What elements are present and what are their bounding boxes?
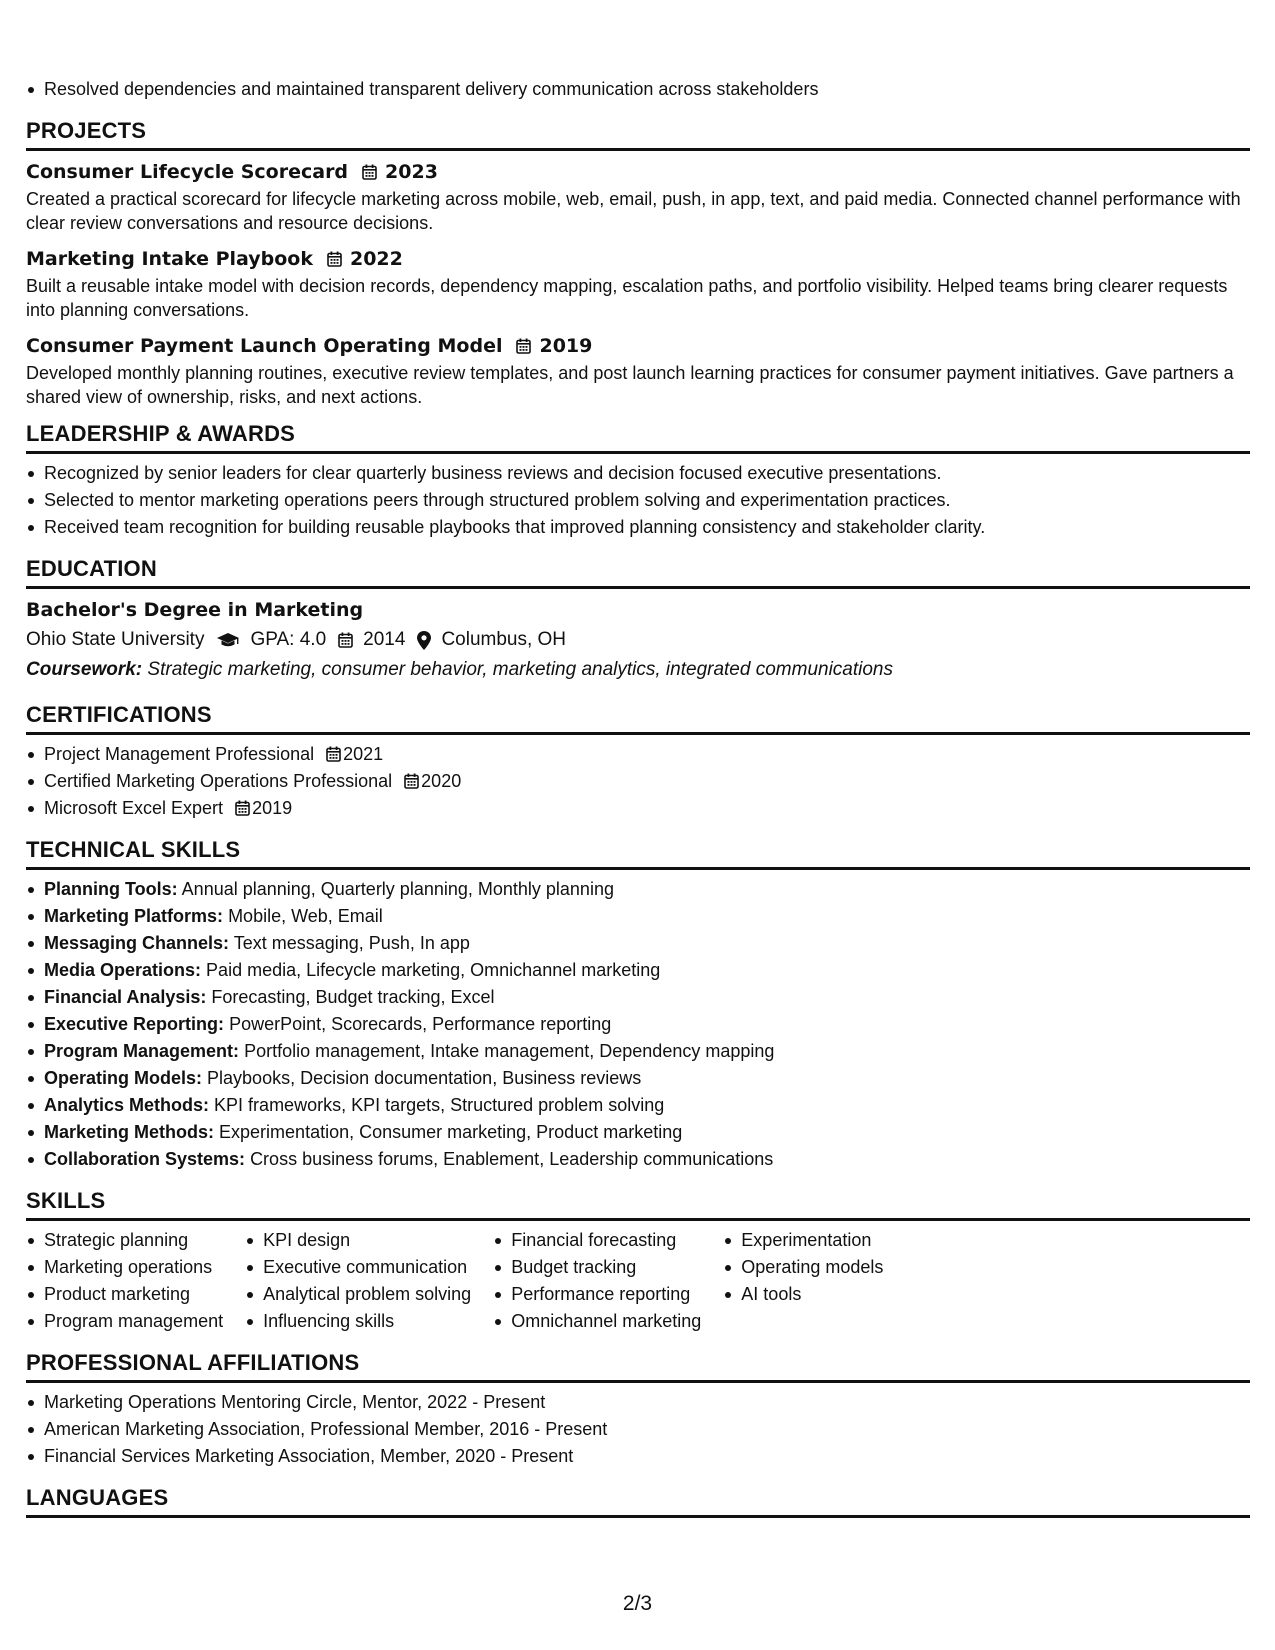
skills-grid xyxy=(26,1227,1250,1335)
skill-item: Analytical problem solving xyxy=(263,1281,471,1308)
technical-skill-item xyxy=(44,930,1250,957)
technical-skill-item xyxy=(44,1065,1250,1092)
affiliation-item: Financial Services Marketing Association, Member, 2020 - Present xyxy=(44,1443,1250,1470)
calendar-icon xyxy=(362,164,377,180)
skill-item: Performance reporting xyxy=(511,1281,701,1308)
skills-column xyxy=(245,1227,471,1335)
skill-values: Cross business forums, Enablement, Leadership communications xyxy=(250,1149,774,1169)
certification-name: Certified Marketing Operations Professional xyxy=(44,771,393,791)
skill-category: Financial Analysis: xyxy=(44,987,207,1007)
skill-item: Influencing skills xyxy=(263,1308,471,1335)
technical-skill-item xyxy=(44,957,1250,984)
skill-category: Analytics Methods: xyxy=(44,1095,210,1115)
leadership-item: Received team recognition for building reusable playbooks that improved planning consistency and stakeholder clarity. xyxy=(44,514,1250,541)
section-title-skills: SKILLS xyxy=(26,1187,1250,1221)
technical-skill-item xyxy=(44,1119,1250,1146)
experience-bullet: Resolved dependencies and maintained transparent delivery communication across stakeholders xyxy=(44,76,1250,103)
skills-column xyxy=(723,1227,883,1335)
project-year: 2023 xyxy=(385,161,438,183)
graduation-cap-icon xyxy=(216,632,240,648)
graduation-year: 2014 xyxy=(363,629,406,650)
resume-page xyxy=(26,76,1250,1524)
skill-item: Financial forecasting xyxy=(511,1227,701,1254)
affiliations-section xyxy=(26,1349,1250,1470)
project-description: Developed monthly planning routines, executive review templates, and post launch learning practices for consumer payment initiatives. Gave partners a shared view of ownership, risks, and next actions. xyxy=(26,363,1234,407)
technical-skill-item xyxy=(44,903,1250,930)
skill-item: Program management xyxy=(44,1308,223,1335)
skill-category: Operating Models: xyxy=(44,1068,203,1088)
project-name: Marketing Intake Playbook xyxy=(26,248,313,270)
certification-year: 2020 xyxy=(421,771,462,791)
skill-item: Strategic planning xyxy=(44,1227,223,1254)
skill-values: KPI frameworks, KPI targets, Structured problem solving xyxy=(214,1095,665,1115)
project-item xyxy=(26,157,1250,235)
project-item xyxy=(26,331,1250,409)
map-pin-icon xyxy=(417,631,431,650)
skill-values: Forecasting, Budget tracking, Excel xyxy=(211,987,495,1007)
technical-skill-item xyxy=(44,984,1250,1011)
certification-name: Project Management Professional xyxy=(44,744,315,764)
skill-values: PowerPoint, Scorecards, Performance reporting xyxy=(229,1014,612,1034)
skill-category: Media Operations: xyxy=(44,960,202,980)
certification-name: Microsoft Excel Expert xyxy=(44,798,224,818)
technical-skill-item xyxy=(44,1038,1250,1065)
skill-category: Program Management: xyxy=(44,1041,240,1061)
skill-category: Marketing Platforms: xyxy=(44,906,224,926)
project-name: Consumer Payment Launch Operating Model xyxy=(26,335,503,357)
skills-column xyxy=(26,1227,223,1335)
skill-values: Text messaging, Push, In app xyxy=(233,933,470,953)
leadership-item: Recognized by senior leaders for clear quarterly business reviews and decision focused executive presentations. xyxy=(44,460,1250,487)
coursework-label: Coursework: xyxy=(26,659,143,680)
skill-values: Mobile, Web, Email xyxy=(228,906,383,926)
technical-skill-item xyxy=(44,876,1250,903)
coursework xyxy=(26,655,1250,685)
section-title-affiliations: PROFESSIONAL AFFILIATIONS xyxy=(26,1349,1250,1383)
project-year: 2022 xyxy=(349,248,403,270)
gpa: GPA: 4.0 xyxy=(250,629,327,650)
calendar-icon xyxy=(235,800,250,816)
skills-section xyxy=(26,1187,1250,1335)
project-year: 2019 xyxy=(539,335,593,357)
page-number: 2/3 xyxy=(622,1592,653,1615)
skill-item: Product marketing xyxy=(44,1281,223,1308)
project-name: Consumer Lifecycle Scorecard xyxy=(26,161,349,183)
section-title-leadership: LEADERSHIP & AWARDS xyxy=(26,420,1250,454)
skill-item: AI tools xyxy=(741,1281,883,1308)
technical-skill-item xyxy=(44,1146,1250,1173)
skills-column xyxy=(493,1227,701,1335)
skill-values: Annual planning, Quarterly planning, Monthly planning xyxy=(181,879,614,899)
education-details xyxy=(26,625,1250,655)
project-description: Built a reusable intake model with decision records, dependency mapping, escalation paths, and portfolio visibility. Helped teams bring clearer requests into planning conversations. xyxy=(26,276,1228,320)
skill-values: Playbooks, Decision documentation, Business reviews xyxy=(207,1068,642,1088)
languages-section xyxy=(26,1484,1250,1518)
coursework-list: Strategic marketing, consumer behavior, marketing analytics, integrated communications xyxy=(147,659,893,680)
skill-values: Portfolio management, Intake management, Dependency mapping xyxy=(244,1041,775,1061)
skill-item: KPI design xyxy=(263,1227,471,1254)
leadership-item: Selected to mentor marketing operations peers through structured problem solving and experimentation practices. xyxy=(44,487,1250,514)
certification-item xyxy=(44,768,1250,795)
skill-item: Omnichannel marketing xyxy=(511,1308,701,1335)
skill-category: Collaboration Systems: xyxy=(44,1149,246,1169)
skill-item: Marketing operations xyxy=(44,1254,223,1281)
projects-section xyxy=(26,117,1250,409)
skill-values: Paid media, Lifecycle marketing, Omnichannel marketing xyxy=(206,960,661,980)
affiliation-item: Marketing Operations Mentoring Circle, Mentor, 2022 - Present xyxy=(44,1389,1250,1416)
certification-item xyxy=(44,795,1250,822)
skill-category: Marketing Methods: xyxy=(44,1122,215,1142)
education-section xyxy=(26,555,1250,685)
calendar-icon xyxy=(404,773,419,789)
affiliation-item: American Marketing Association, Professional Member, 2016 - Present xyxy=(44,1416,1250,1443)
technical-skill-item xyxy=(44,1011,1250,1038)
skill-item: Budget tracking xyxy=(511,1254,701,1281)
skill-category: Messaging Channels: xyxy=(44,933,230,953)
skill-category: Planning Tools: xyxy=(44,879,178,899)
calendar-icon xyxy=(338,632,353,648)
technical-skill-item xyxy=(44,1092,1250,1119)
project-description: Created a practical scorecard for lifecycle marketing across mobile, web, email, push, in app, text, and paid media. Connected channel performance with clear review conversations and resource decisions. xyxy=(26,189,1241,233)
calendar-icon xyxy=(516,338,531,354)
certification-item xyxy=(44,741,1250,768)
skill-category: Executive Reporting: xyxy=(44,1014,225,1034)
certifications-section xyxy=(26,701,1250,822)
project-item xyxy=(26,244,1250,322)
section-title-technical-skills: TECHNICAL SKILLS xyxy=(26,836,1250,870)
calendar-icon xyxy=(327,251,342,267)
certification-year: 2019 xyxy=(252,798,293,818)
skill-item: Executive communication xyxy=(263,1254,471,1281)
skill-item: Experimentation xyxy=(741,1227,883,1254)
section-title-certifications: CERTIFICATIONS xyxy=(26,701,1250,735)
skill-values: Experimentation, Consumer marketing, Product marketing xyxy=(219,1122,683,1142)
degree-title: Bachelor's Degree in Marketing xyxy=(26,599,364,621)
leadership-section xyxy=(26,420,1250,541)
skill-item: Operating models xyxy=(741,1254,883,1281)
certification-year: 2021 xyxy=(343,744,384,764)
technical-skills-section xyxy=(26,836,1250,1173)
school-name: Ohio State University xyxy=(26,629,205,650)
location: Columbus, OH xyxy=(441,629,567,650)
calendar-icon xyxy=(326,746,341,762)
experience-bullets xyxy=(26,76,1250,103)
section-title-languages: LANGUAGES xyxy=(26,1484,1250,1518)
section-title-education: EDUCATION xyxy=(26,555,1250,589)
section-title-projects: PROJECTS xyxy=(26,117,1250,151)
